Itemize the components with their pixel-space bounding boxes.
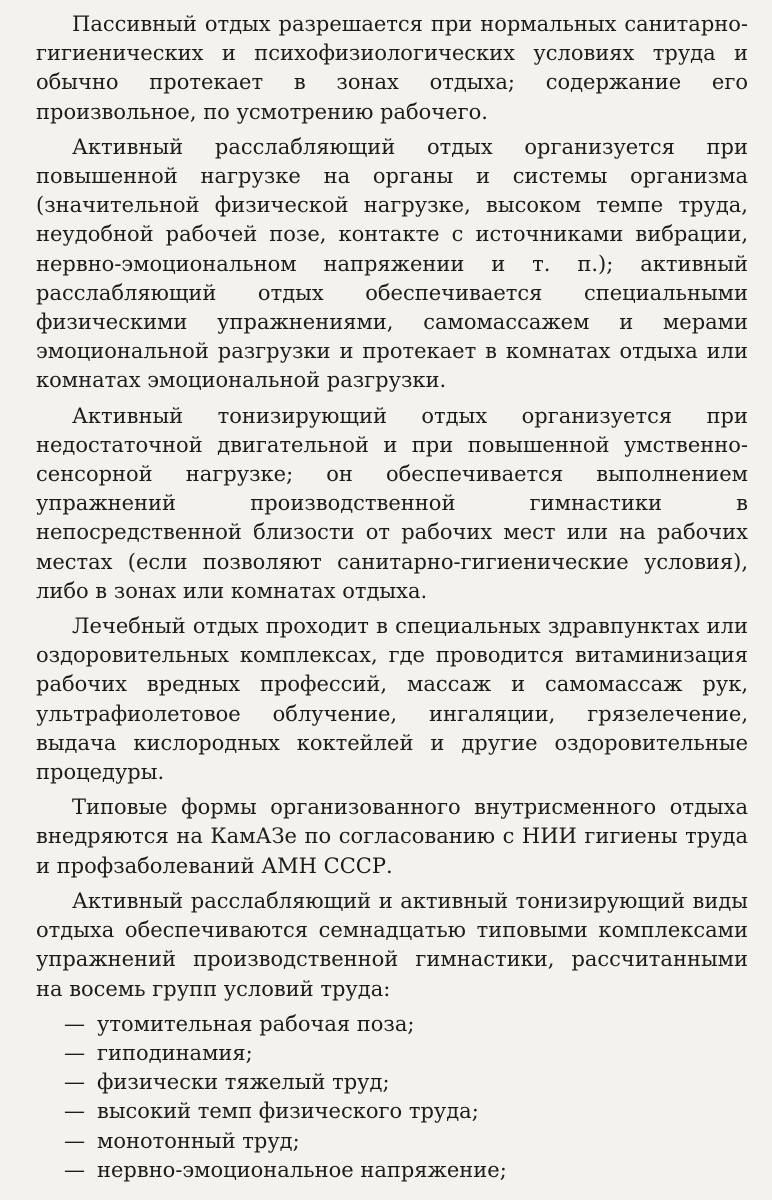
list-item [64,1156,748,1185]
dash-marker: — [64,1040,85,1065]
list-item [64,1097,748,1126]
paragraph-therapeutic-rest: Лечебный отдых проходит в специальных здравпунктах или оздоровительных комплексах, где проводится витаминизация рабочих вредных профессий, массаж и самомассаж рук, ультрафиолетовое облучение, ингаляции, грязелечение, выдача кислородных коктейлей и другие оздоровительные процедуры. [36,614,748,785]
paragraph-kamaz-forms: Типовые формы организованного внутрисменного отдыха внедряются на КамАЗе по согласованию с НИИ гигиены труда и профзаболеваний АМН СССР. [36,795,748,878]
list-item-text: утомительная рабочая поза; [97,1011,415,1036]
paragraph-passive-rest: Пассивный отдых разрешается при нормальных санитарно-гигиенических и психофизиологических условиях труда и обычно протекает в зонах отдыха; содержание его произвольное, по усмотрению рабочего. [36,12,748,124]
dash-marker: — [64,1099,85,1124]
paragraph-active-relaxing-rest: Активный расслабляющий отдых организуется при повышенной нагрузке на органы и системы организма (значительной физической нагрузке, высоком темпе труда, неудобной рабочей позе, контакте с источниками вибрации, нервно-эмоциональном напряжении и т. п.); активный расслабляющий отдых обеспечивается специальными физическими упражнениями, самомассажем и мерами эмоциональной разгрузки и протекает в комнатах отдыха или комнатах эмоциональной разгрузки. [36,134,748,393]
list-item-text: монотонный труд; [97,1128,300,1153]
list-item [64,1039,748,1068]
dash-marker: — [64,1070,85,1095]
list-item-text: физически тяжелый труд; [97,1070,390,1095]
list-item-text: нервно-эмоциональное напряжение; [97,1157,507,1182]
list-item-text: высокий темп физического труда; [97,1099,479,1124]
paragraph-active-toning-rest: Активный тонизирующий отдых организуется при недостаточной двигательной и при повышенной умственно-сенсорной нагрузке; он обеспечивается выполнением упражнений производственной гимнастики в непосредственной близости от рабочих мест или на рабочих местах (если позволяют санитарно-гигиенические условия), либо в зонах или комнатах отдыха. [36,403,748,603]
list-item [64,1127,748,1156]
list-item-text: гиподинамия; [97,1040,253,1065]
dash-marker: — [64,1128,85,1153]
dash-marker: — [64,1011,85,1036]
work-conditions-list [36,1010,748,1185]
paragraph-exercise-complexes: Активный расслабляющий и активный тонизирующий виды отдыха обеспечиваются семнадцатью типовыми комплексами упражнений производственной гимнастики, рассчитанными на восемь групп условий труда: [36,888,748,1001]
dash-marker: — [64,1157,85,1182]
list-item [64,1010,748,1039]
list-item [64,1068,748,1097]
